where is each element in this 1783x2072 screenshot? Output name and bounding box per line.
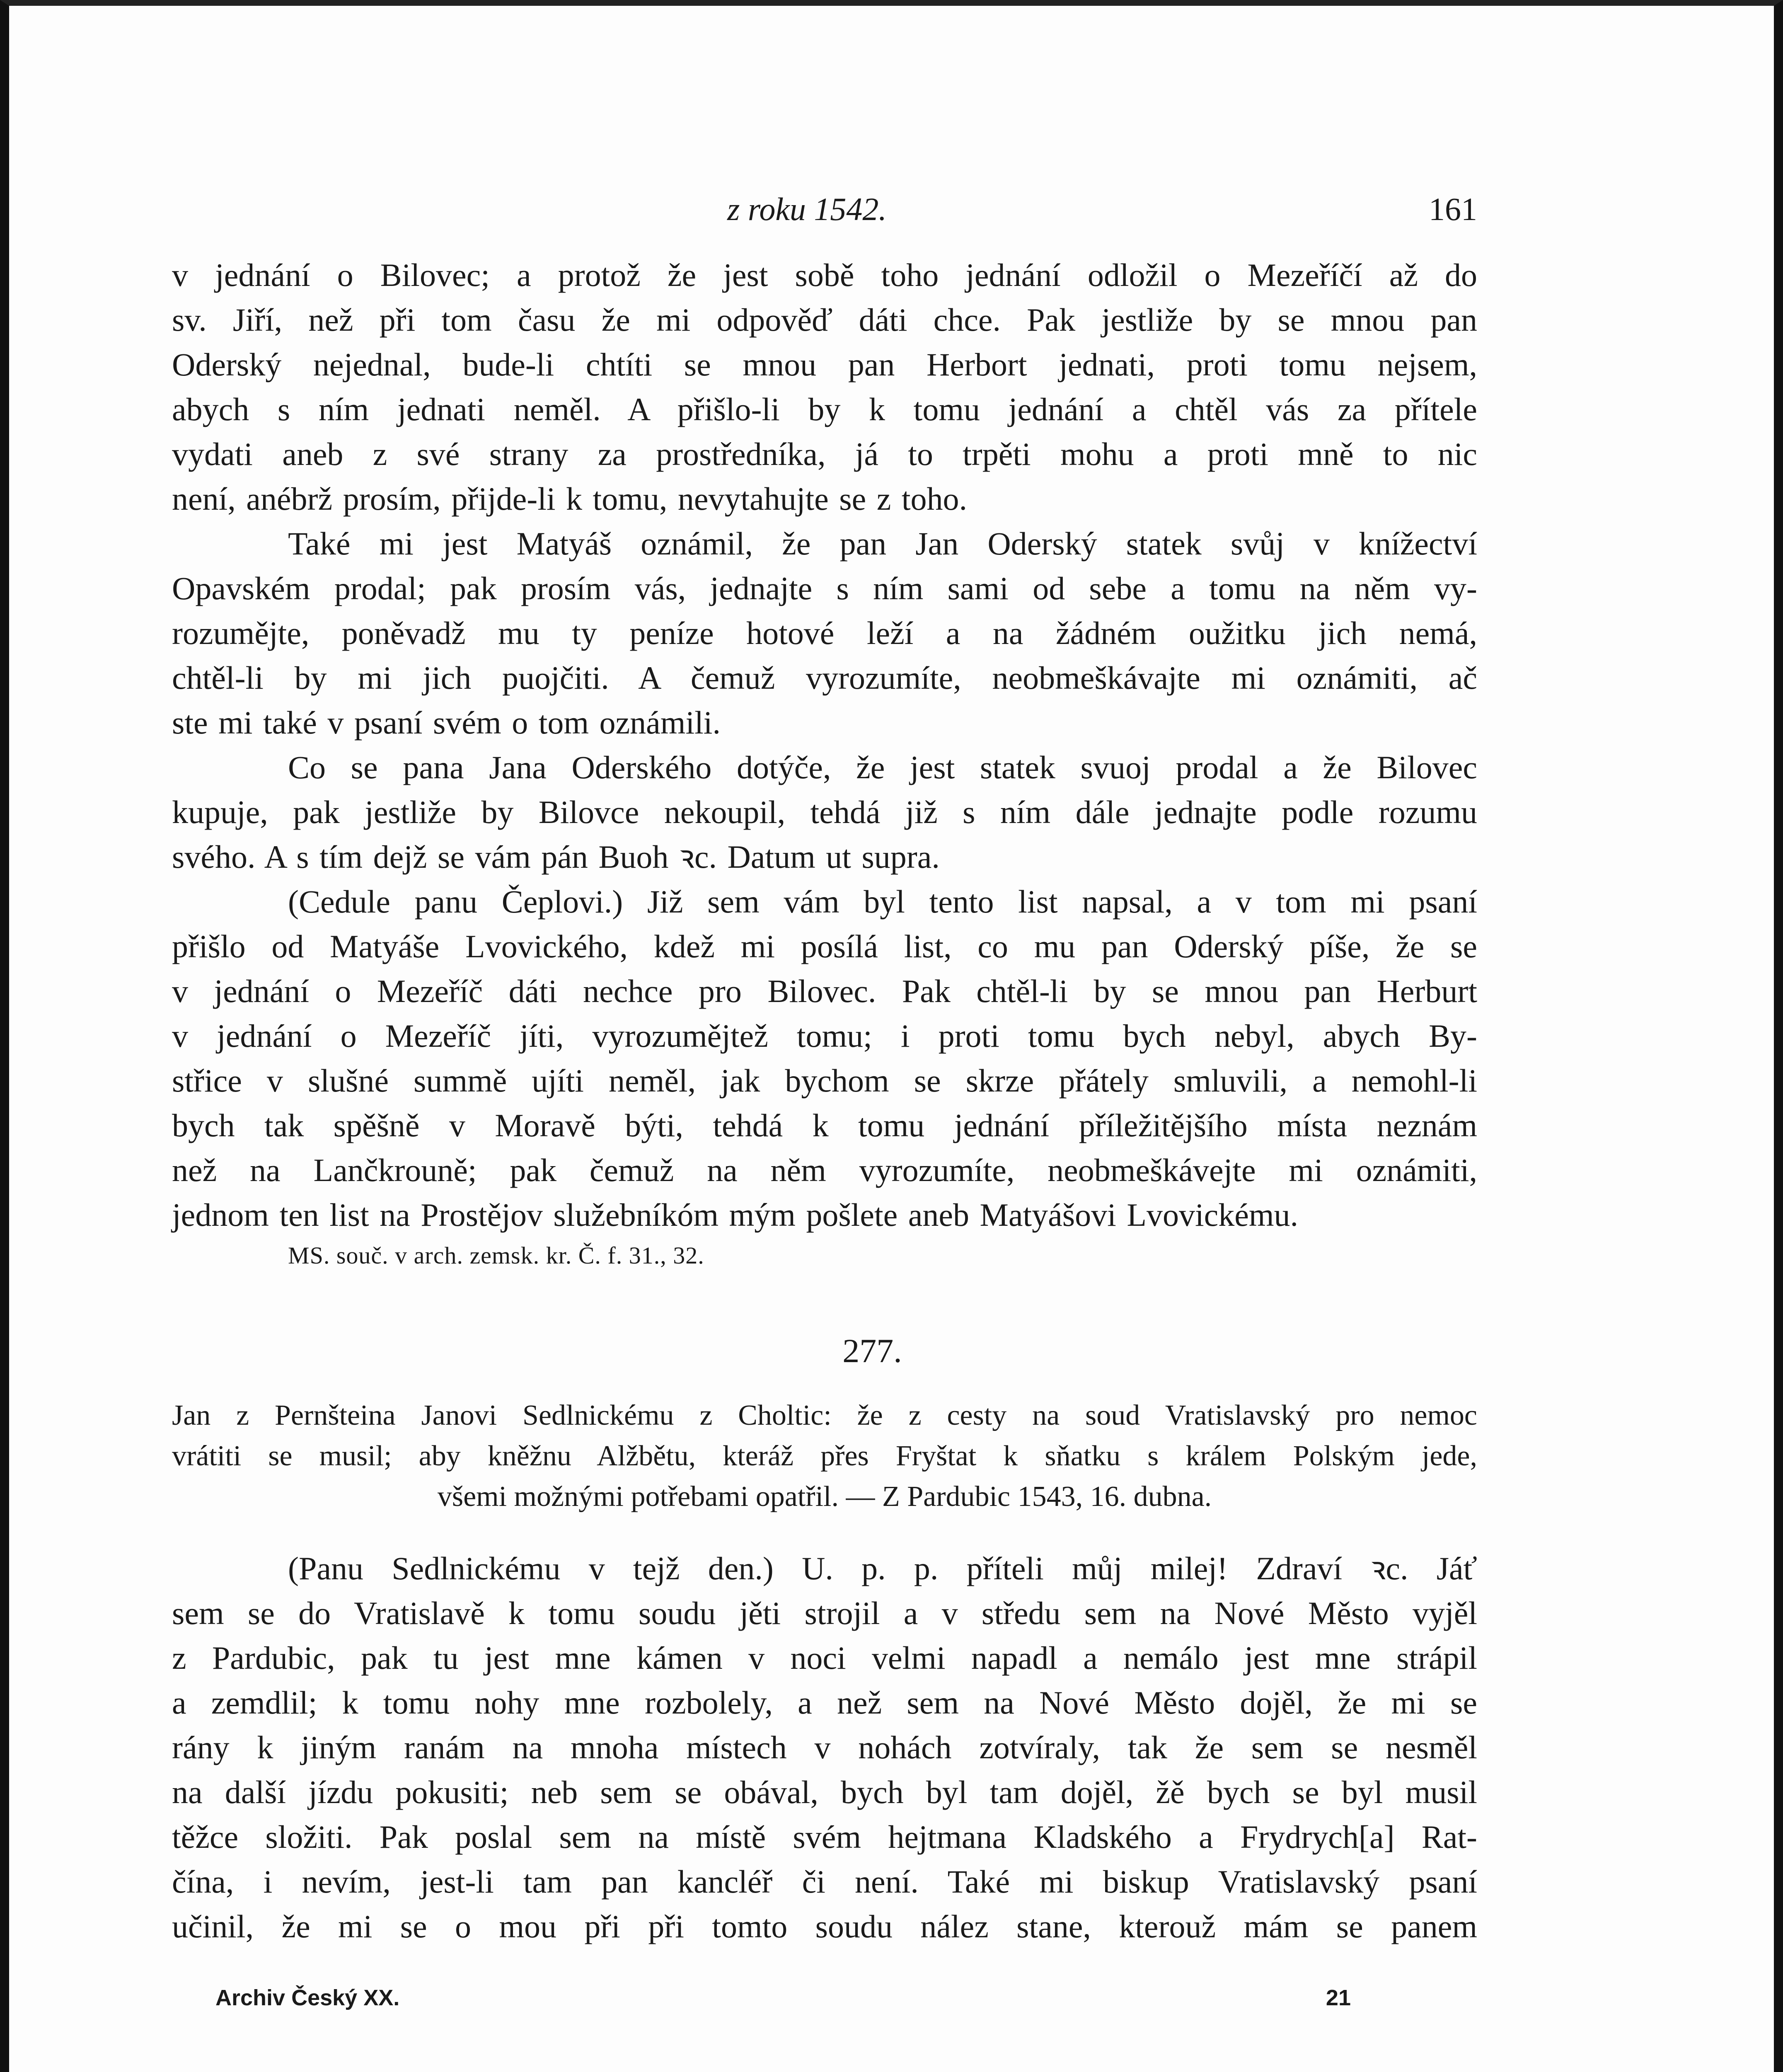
text-line: kupuje, pak jestliže by Bilovce nekoupil, tehdá již s ním dále jednajte podle rozumu [172, 794, 1477, 830]
page-number: 161 [1429, 191, 1477, 227]
text-line: učinil, že mi se o mou při při tomto soudu nález stane, kterouž mám se panem [172, 1908, 1477, 1944]
regest-line: Jan z Pernšteina Janovi Sedlnickému z Choltic: že z cesty na soud Vratislavský pro nemoc [172, 1399, 1477, 1431]
regest [172, 1395, 1477, 1517]
text-line: v jednání o Mezeříč jíti, vyrozumějtež tomu; i proti tomu bych nebyl, abych By- [172, 1018, 1477, 1054]
text-line: není, anébrž prosím, přijde-li k tomu, nevytahujte se z toho. [172, 481, 968, 517]
text-line: a zemdlil; k tomu nohy mne rozbolely, a než sem na Nové Město dojěl, že mi se [172, 1685, 1477, 1721]
letter-paragraph [172, 1546, 1477, 1949]
text-line: přišlo od Matyáše Lvovického, kdež mi posílá list, co mu pan Oderský píše, že se [172, 928, 1477, 964]
paragraph-1 [172, 253, 1477, 521]
regest-line: vrátiti se musil; aby kněžnu Alžbětu, kteráž přes Fryštat k sňatku s králem Polským jede, [172, 1440, 1477, 1472]
text-line: v jednání o Mezeříč dáti nechce pro Bilovec. Pak chtěl-li by se mnou pan Herburt [172, 973, 1477, 1009]
text-line: Co se pana Jana Oderského dotýče, že jest statek svuoj prodal a že Bilovec [288, 749, 1477, 785]
text-line: ste mi také v psaní svém o tom oznámili. [172, 704, 721, 741]
text-line: rozumějte, poněvadž mu ty peníze hotové leží a na žádném oužitku jich nemá, [172, 615, 1477, 651]
text-line: bych tak spěšně v Moravě býti, tehdá k tomu jednání příležitějšího místa neznám [172, 1107, 1477, 1143]
source-note: MS. souč. v arch. zemsk. kr. Č. f. 31., 32. [288, 1242, 704, 1269]
text-line: (Panu Sedlnickému v tejž den.) U. p. p. příteli můj milej! Zdraví ꝛc. Jáť [288, 1550, 1477, 1586]
text-line: těžce složiti. Pak poslal sem na místě svém hejtmana Kladského a Frydrych[a] Rat- [172, 1819, 1477, 1855]
text-line: svého. A s tím dejž se vám pán Buoh ꝛc. Datum ut supra. [172, 839, 940, 875]
text-line: chtěl-li by mi jich puojčiti. A čemuž vyrozumíte, neobmeškávajte mi oznámiti, ač [172, 660, 1477, 696]
text-line: vydati aneb z své strany za prostředníka, já to trpěti mohu a proti mně to nic [172, 436, 1477, 472]
footer-sheet-number: 21 [1326, 1985, 1351, 2010]
text-line: (Cedule panu Čeplovi.) Již sem vám byl tento list napsal, a v tom mi psaní [288, 884, 1477, 920]
running-title: z roku 1542. [727, 191, 887, 227]
running-head [172, 191, 1477, 253]
page-content [172, 191, 1477, 1949]
text-line: jednom ten list na Prostějov služebníkóm mým pošlete aneb Matyášovi Lvovickému. [172, 1197, 1299, 1233]
footer-signature: Archiv Český XX. [215, 1985, 400, 2010]
paragraph-2 [172, 521, 1477, 745]
document-number: 277. [842, 1332, 902, 1370]
text-line: sem se do Vratislavě k tomu soudu jěti strojil a v středu sem na Nové Město vyjěl [172, 1595, 1477, 1631]
text-line: Také mi jest Matyáš oznámil, že pan Jan Oderský statek svůj v knížectví [288, 525, 1477, 562]
text-line: než na Lančkrouně; pak čemuž na něm vyrozumíte, neobmeškávejte mi oznámiti, [172, 1152, 1477, 1188]
text-line: Opavském prodal; pak prosím vás, jednajte s ním sami od sebe a tomu na něm vy- [172, 570, 1477, 606]
text-line: rány k jiným ranám na mnoha místech v nohách zotvíraly, tak že sem se nesměl [172, 1729, 1477, 1765]
text-line: na další jízdu pokusiti; neb sem se obával, bych byl tam dojěl, žě bych se byl musil [172, 1774, 1477, 1810]
text-line: v jednání o Bilovec; a protož že jest sobě toho jednání odložil o Mezeříčí až do [172, 257, 1477, 293]
regest-line: všemi možnými potřebami opatřil. — Z Pardubic 1543, 16. dubna. [437, 1481, 1212, 1513]
text-line: střice v slušné summě ujíti neměl, jak bychom se skrze přátely smluvili, a nemohl-li [172, 1063, 1477, 1099]
text-line: sv. Jiří, než při tom času že mi odpověď dáti chce. Pak jestliže by se mnou pan [172, 302, 1477, 338]
paragraph-3 [172, 745, 1477, 879]
text-line: z Pardubic, pak tu jest mne kámen v noci velmi napadl a nemálo jest mne strápil [172, 1640, 1477, 1676]
text-line: čína, i nevím, jest-li tam pan kancléř či není. Také mi biskup Vratislavský psaní [172, 1864, 1477, 1900]
paragraph-4 [172, 879, 1477, 1237]
text-line: Oderský nejednal, bude-li chtíti se mnou pan Herbort jednati, proti tomu nejsem, [172, 346, 1477, 382]
text-line: abych s ním jednati neměl. A přišlo-li by k tomu jednání a chtěl vás za přítele [172, 391, 1477, 427]
